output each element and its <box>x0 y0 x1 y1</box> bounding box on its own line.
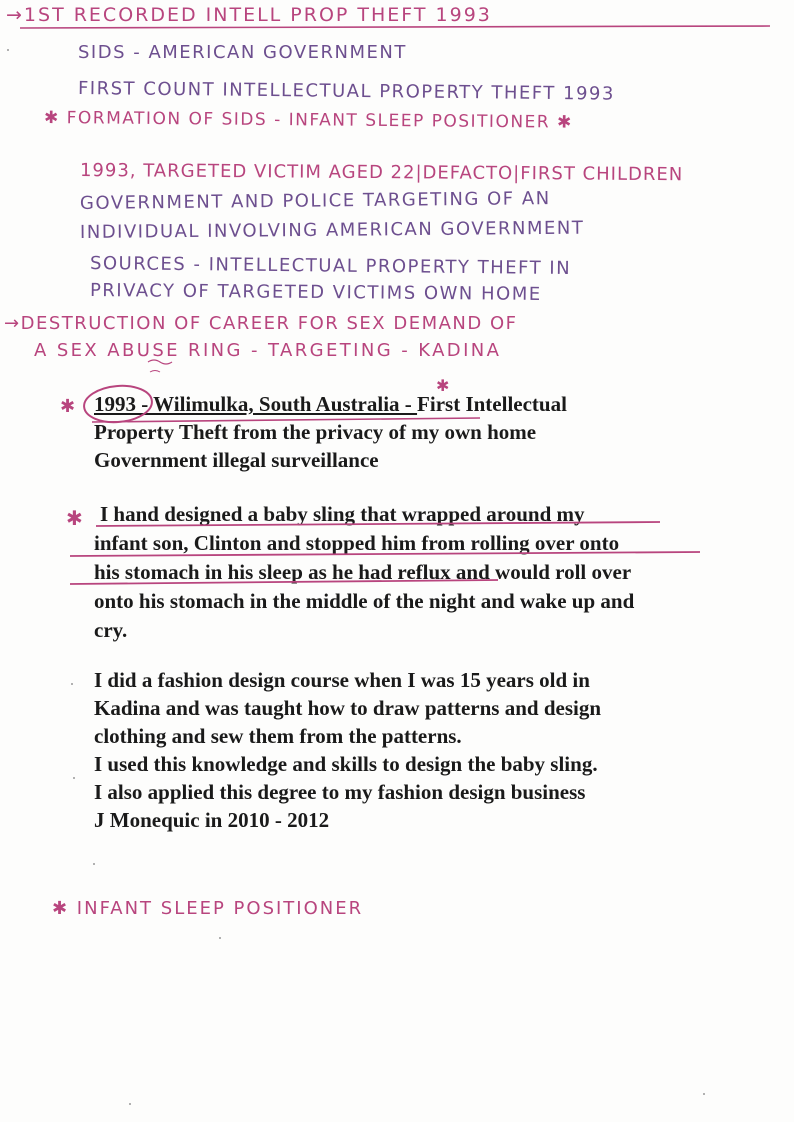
header-line-2: SIDS - AMERICAN GOVERNMENT <box>78 42 407 63</box>
reflux-phrase: his stomach in his sleep as he had reflux <box>94 560 451 584</box>
scan-dot <box>129 1103 131 1105</box>
typed-section-2-line-4: onto his stomach in the middle of the night and wake up and <box>94 589 635 613</box>
scan-dot <box>703 1093 705 1095</box>
typed-section-1-line-3: Government illegal surveillance <box>94 448 379 472</box>
scan-dot <box>219 937 221 939</box>
header-underline <box>20 26 770 28</box>
block-line-3: INDIVIDUAL INVOLVING AMERICAN GOVERNMENT <box>79 217 585 243</box>
typed-section-3-line-1: I did a fashion design course when I was 15 years old in <box>94 668 590 692</box>
destruction-line-1: →DESTRUCTION OF CAREER FOR SEX DEMAND OF <box>4 313 518 334</box>
year-1993: 1993 <box>94 392 136 416</box>
typed-section-1-line-2: Property Theft from the privacy of my own home <box>94 420 537 444</box>
scan-dot <box>7 49 9 51</box>
typed-section-2-line-3 <box>94 560 631 585</box>
scan-dot <box>93 863 95 865</box>
destruction-line-2: A SEX ABUSE RING - TARGETING - KADINA <box>34 340 502 361</box>
place-name: - Wilimulka, South Australia - <box>136 392 418 416</box>
asterisk-mark: ✱ <box>66 506 83 530</box>
asterisk-mark: ✱ <box>436 376 450 395</box>
typed-section-2-line-2: infant son, Clinton and stopped him from rolling over onto <box>94 531 620 555</box>
asterisk-mark: ✱ <box>60 396 76 417</box>
scan-dot <box>71 683 73 685</box>
roll-over-phrase: and would roll over <box>450 560 632 584</box>
header-line-1: →1ST RECORDED INTELL PROP THEFT 1993 <box>6 4 492 26</box>
typed-section-3-line-2: Kadina and was taught how to draw patterns and design <box>94 696 602 720</box>
typed-section-3-line-6: J Monequic in 2010 - 2012 <box>94 808 330 832</box>
scan-dot <box>73 777 75 779</box>
typed-section-3-line-3: clothing and sew them from the patterns. <box>94 724 462 748</box>
header-line-3: FIRST COUNT INTELLECTUAL PROPERTY THEFT 1993 <box>77 78 616 105</box>
block-line-1: 1993, TARGETED VICTIM AGED 22|DEFACTO|FIRST CHILDREN <box>79 160 684 186</box>
squiggle-mark-2 <box>150 371 160 373</box>
header-line-4: ✱ FORMATION OF SIDS - INFANT SLEEP POSITIONER ✱ <box>43 108 573 133</box>
footer-infant-sleep-positioner: ✱ INFANT SLEEP POSITIONER <box>52 898 364 919</box>
typed-section-2-line-1: I hand designed a baby sling that wrapped around my <box>100 502 585 526</box>
block-line-5: PRIVACY OF TARGETED VICTIMS OWN HOME <box>89 280 542 305</box>
first-intellectual: First Intellectual <box>417 392 567 416</box>
block-line-4: SOURCES - INTELLECTUAL PROPERTY THEFT IN <box>89 253 572 280</box>
typed-section-2-line-5: cry. <box>94 618 128 642</box>
typed-section-3-line-5: I also applied this degree to my fashion design business <box>94 780 586 804</box>
typed-section-1-line-1 <box>94 392 567 417</box>
block-line-2: GOVERNMENT AND POLICE TARGETING OF AN <box>79 188 551 214</box>
typed-section-3-line-4: I used this knowledge and skills to design the baby sling. <box>94 752 598 776</box>
